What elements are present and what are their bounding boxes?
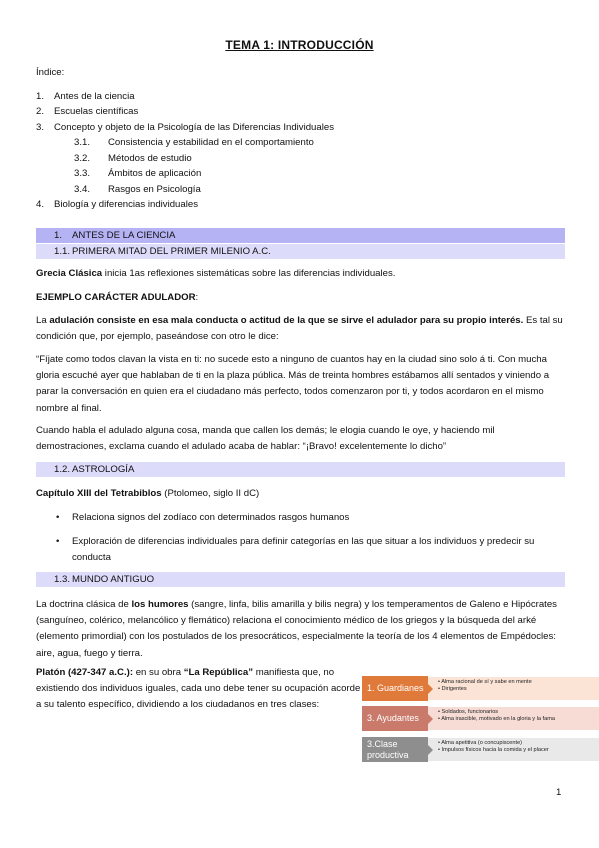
- section-heading-1-3: 1.3. MUNDO ANTIGUO: [36, 572, 565, 587]
- paragraph-ejemplo: EJEMPLO CARÁCTER ADULADOR:: [36, 292, 199, 303]
- section-heading-1: 1. ANTES DE LA CIENCIA: [36, 228, 565, 243]
- bullet-dot: •: [56, 536, 60, 547]
- index-subitem: 3.3. Ámbitos de aplicación: [74, 168, 202, 179]
- diagram-arrow: [428, 684, 433, 694]
- index-item: 2. Escuelas científicas: [36, 106, 139, 117]
- paragraph-quote: “Fíjate como todos clavan la vista en ti: no sucede esto a ninguno de cuantos hay en la ciudad sino solo á ti. Con mucha gloria escuché ayer que hablaban de ti en la plaza pública. Más de treinta hombres estábamos allí sentados y viniendo a parar la conversación en quien era el ciudadano más perfecto, todos comenzaron por ti, y todos acordaron en el mismo nombre al final.: [36, 354, 550, 414]
- index-subitem: 3.4. Rasgos en Psicología: [74, 184, 201, 195]
- diagram-panel: • Soldados, funcionarios • Alma irascible, motivado en la gloria y la fama: [428, 707, 599, 730]
- index-subitem: 3.2. Métodos de estudio: [74, 153, 192, 164]
- index-heading: Índice:: [36, 67, 65, 78]
- diagram-label: 3.Clase productiva: [362, 737, 428, 762]
- paragraph-humores: La doctrina clásica de los humores (sangre, linfa, bilis amarilla y bilis negra) y los temperamentos de Galeno e Hipócrates (sanguíneo, colérico, melancólico y flemático) relaciona el conocimiento médico de los griegos y la búsqueda del arké (elemento primordial) con los postulados de los presocráticos, especialmente la teoría de los 4 elementos de Empédocles: aire, agua, fuego y tierra.: [36, 599, 557, 659]
- diagram-arrow: [428, 745, 433, 755]
- section-heading-1-1: 1.1. PRIMERA MITAD DEL PRIMER MILENIO A.C.: [36, 244, 565, 259]
- diagram-panel: • Alma apetitiva (o concupiscente) • Impulsos físicos hacia la comida y el placer: [428, 738, 599, 761]
- index-subitem: 3.1. Consistencia y estabilidad en el comportamiento: [74, 137, 314, 148]
- diagram-label: 3. Ayudantes: [362, 706, 428, 731]
- bullet-dot: •: [56, 512, 60, 523]
- paragraph-platon: Platón (427-347 a.C.): en su obra “La República” manifiesta que, no existiendo dos individuos iguales, cada uno debe tener su ocupación acorde a su talento específico, dividiendo a los ciudadanos en tres clases:: [36, 667, 361, 711]
- diagram-arrow: [428, 714, 433, 724]
- paragraph-cuando: Cuando habla el adulado alguna cosa, manda que callen los demás; le elogia cuando le oye, y haciendo mil demostraciones, exclama cuando el adulado acaba de hablar: “¡Bravo! excelentemente lo dicho”: [36, 425, 495, 453]
- bullet-item: Relaciona signos del zodíaco con determinados rasgos humanos: [72, 512, 350, 523]
- paragraph-adulacion: La adulación consiste en esa mala conducta o actitud de la que se sirve el adulador para su propio interés. Es tal su condición que, por ejemplo, paseándose con otro le dice:: [36, 315, 563, 343]
- page-number: 1: [556, 787, 562, 798]
- paragraph-grecia: Grecia Clásica inicia 1as reflexiones sistemáticas sobre las diferencias individuales.: [36, 268, 396, 279]
- paragraph-capitulo: Capítulo XIII del Tetrabiblos (Ptolomeo, siglo II dC): [36, 488, 260, 499]
- diagram-label: 1. Guardianes: [362, 676, 428, 701]
- bullet-item: Exploración de diferencias individuales para definir categorías en las que situar a los individuos y predecir su conducta: [72, 536, 535, 564]
- index-item: 4. Biología y diferencias individuales: [36, 199, 198, 210]
- index-item: 1. Antes de la ciencia: [36, 91, 135, 102]
- index-item: 3. Concepto y objeto de la Psicología de las Diferencias Individuales: [36, 122, 334, 133]
- section-heading-1-2: 1.2. ASTROLOGÍA: [36, 462, 565, 477]
- diagram-panel: • Alma racional de sí y sabe en mente • Dirigentes: [428, 677, 599, 700]
- page-title: TEMA 1: INTRODUCCIÓN: [225, 38, 374, 52]
